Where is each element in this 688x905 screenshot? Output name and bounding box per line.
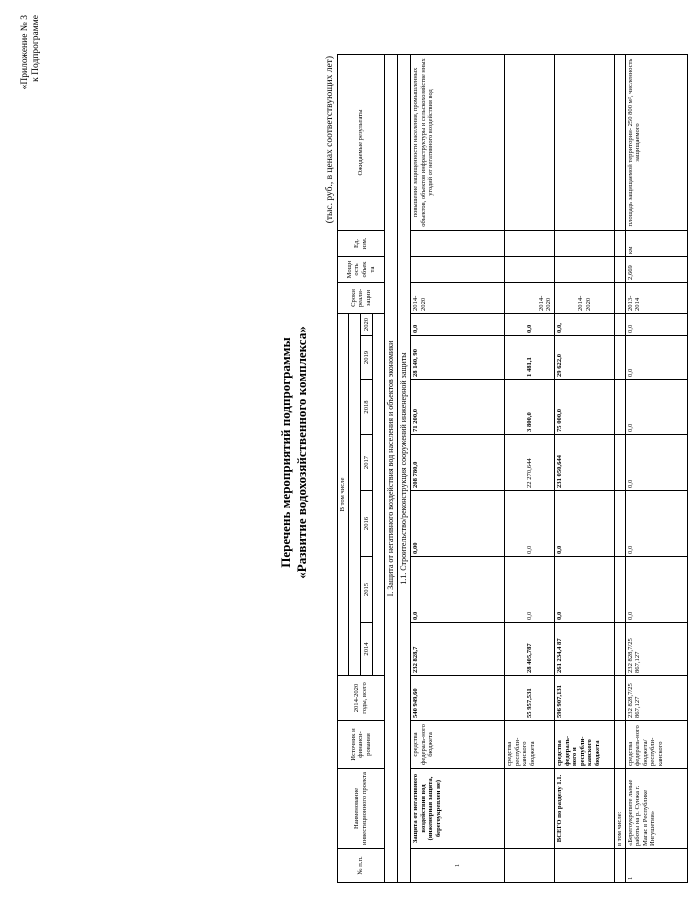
- header-row: [338, 55, 349, 883]
- units-note: (тыс. руб., в ценах соответствующих лет): [325, 56, 335, 224]
- row-y2017: 231 050,644: [555, 435, 615, 491]
- row-unit: км: [625, 231, 687, 257]
- appendix-line2: к Подпрограмме: [31, 15, 41, 82]
- year-2018: 2018: [361, 380, 373, 435]
- row-y2019: [615, 336, 626, 380]
- row-total: 232 828,7/25 867,127: [625, 676, 687, 721]
- row-y2020: [615, 314, 626, 336]
- col-source: Источник и финанси-рования: [338, 721, 385, 769]
- row-y2020: 0,0,: [555, 314, 615, 336]
- row-y2019: 1 481,1: [505, 336, 555, 380]
- document-subtitle: «Развитие водохозяйственного комплекса»: [294, 326, 309, 579]
- row-y2018: [615, 380, 626, 435]
- row-source: средства республи-канского бюджета: [505, 721, 555, 769]
- row-unit: [555, 231, 615, 257]
- row-name: «Берегоукрепите льные работы на р. Сунжа г. Магас в Республике Ингушетия»: [625, 769, 687, 849]
- row-y2020: 0,0: [411, 314, 505, 336]
- col-capacity: Мощн ость объек та: [338, 257, 385, 283]
- row-capacity: [555, 257, 615, 283]
- year-2017: 2017: [361, 435, 373, 491]
- year-2015: 2015: [361, 557, 373, 623]
- row-results: [555, 55, 615, 231]
- row-results: [505, 55, 555, 231]
- section-heading: I. Защита от негативного воздействия вод населения и объектов экономики: [385, 55, 398, 883]
- year-2020: 2020: [361, 314, 373, 336]
- row-source: средства федераль-ного и республи-канского бюджета: [555, 721, 615, 769]
- row-y2014: 232 828,7: [411, 623, 505, 676]
- row-y2014: [615, 623, 626, 676]
- row-name: Защита от негативного воздействия вод (инженерная защита, берегоукреплен не): [411, 769, 505, 849]
- col-num: № п.п.: [338, 849, 385, 883]
- row-term: 2014-2020: [505, 283, 555, 314]
- row-y2014: 261 234,4 87: [555, 623, 615, 676]
- row-y2018: 71 200,0: [411, 380, 505, 435]
- col-name: Наименование инвестиционного проекта: [338, 769, 385, 849]
- row-y2017: 208 780,0: [411, 435, 505, 491]
- row-y2016: 0,00: [411, 491, 505, 557]
- row-y2016: [615, 491, 626, 557]
- row-term: [615, 283, 626, 314]
- row-results: [615, 55, 626, 231]
- row-source: [615, 721, 626, 769]
- row-y2019: 28 140, 90: [411, 336, 505, 380]
- row-y2020: 0,0: [625, 314, 687, 336]
- row-total: 596 907,131: [555, 676, 615, 721]
- subsection-row: [398, 55, 411, 883]
- row-capacity: [505, 257, 555, 283]
- row-y2018: 3 800,0: [505, 380, 555, 435]
- table-row: [411, 55, 505, 883]
- table-row: [625, 55, 687, 883]
- table-row: [615, 55, 626, 883]
- row-y2016: 0,0: [625, 491, 687, 557]
- row-y2014: 28 405,787: [505, 623, 555, 676]
- row-total: 540 949,60: [411, 676, 505, 721]
- row-total: 55 957,531: [505, 676, 555, 721]
- col-results: Ожидаемые результаты: [338, 55, 385, 231]
- section-row: [385, 55, 398, 883]
- row-y2017: 0,0: [625, 435, 687, 491]
- row-name: в том числе:: [615, 769, 626, 849]
- row-y2018: 0,0: [625, 380, 687, 435]
- row-capacity: [615, 257, 626, 283]
- year-2016: 2016: [361, 491, 373, 557]
- row-source: средства федераль-ного бюджета: [411, 721, 505, 769]
- table-row: [555, 55, 615, 883]
- row-term: 2014-2020: [555, 283, 615, 314]
- col-term: Сроки реали-зации: [338, 283, 385, 314]
- appendix-line1: «Приложение № 3: [20, 15, 30, 90]
- col-unit: Ед. изм.: [338, 231, 385, 257]
- row-y2020: 0,0: [505, 314, 555, 336]
- row-num: [555, 849, 615, 883]
- row-num: 1: [625, 849, 687, 883]
- col-incl: В том числе: [338, 314, 349, 676]
- row-y2019: 29 622,0: [555, 336, 615, 380]
- row-y2019: 0,0: [625, 336, 687, 380]
- row-y2015: [615, 557, 626, 623]
- row-num: [505, 849, 555, 883]
- row-results: повышение защищенности населения, промышленных объектов, объектов инфраструктуры и сельскохозяйстве нных угодий от негативного воздействия вод: [411, 55, 505, 231]
- row-y2014: 232 828,7/25 867,127: [625, 623, 687, 676]
- row-capacity: 2,669: [625, 257, 687, 283]
- row-y2017: 22 270,644: [505, 435, 555, 491]
- row-results: площадь защищаемой территории- 250 800 м², численность защищаемого: [625, 55, 687, 231]
- row-y2015: 0,0: [625, 557, 687, 623]
- row-y2016: 0,0: [555, 491, 615, 557]
- row-num: [615, 849, 626, 883]
- table-row: [505, 55, 555, 883]
- header-spacer: [349, 314, 361, 676]
- year-2014: 2014: [361, 623, 373, 676]
- row-capacity: [411, 257, 505, 283]
- row-y2017: [615, 435, 626, 491]
- row-name: ВСЕГО по разделу 1.1.: [555, 769, 615, 849]
- header-spacer-2: [373, 314, 385, 676]
- subsection-heading: 1.1. Строительство/реконструкция сооружений инженерной защиты: [398, 55, 411, 883]
- row-name: [505, 769, 555, 849]
- row-unit: [411, 231, 505, 257]
- col-total: 2014-2020 годы, всего: [338, 676, 385, 721]
- row-term: 2014-2020: [411, 283, 505, 314]
- row-y2018: 75 000,0: [555, 380, 615, 435]
- row-source: средства федераль-ного бюджета/ республи-канского: [625, 721, 687, 769]
- row-term: 2013-2014: [625, 283, 687, 314]
- row-unit: [505, 231, 555, 257]
- row-total: [615, 676, 626, 721]
- row-y2015: 0,0: [505, 557, 555, 623]
- row-y2016: 0,0: [505, 491, 555, 557]
- appendix-note: [20, 15, 42, 115]
- row-y2015: 0,0: [411, 557, 505, 623]
- year-2019: 2019: [361, 336, 373, 380]
- measures-table: [337, 54, 688, 883]
- row-num: 1: [411, 849, 505, 883]
- row-y2015: 0,0: [555, 557, 615, 623]
- document-title: Перечень мероприятий подпрограммы: [278, 337, 293, 568]
- row-unit: [615, 231, 626, 257]
